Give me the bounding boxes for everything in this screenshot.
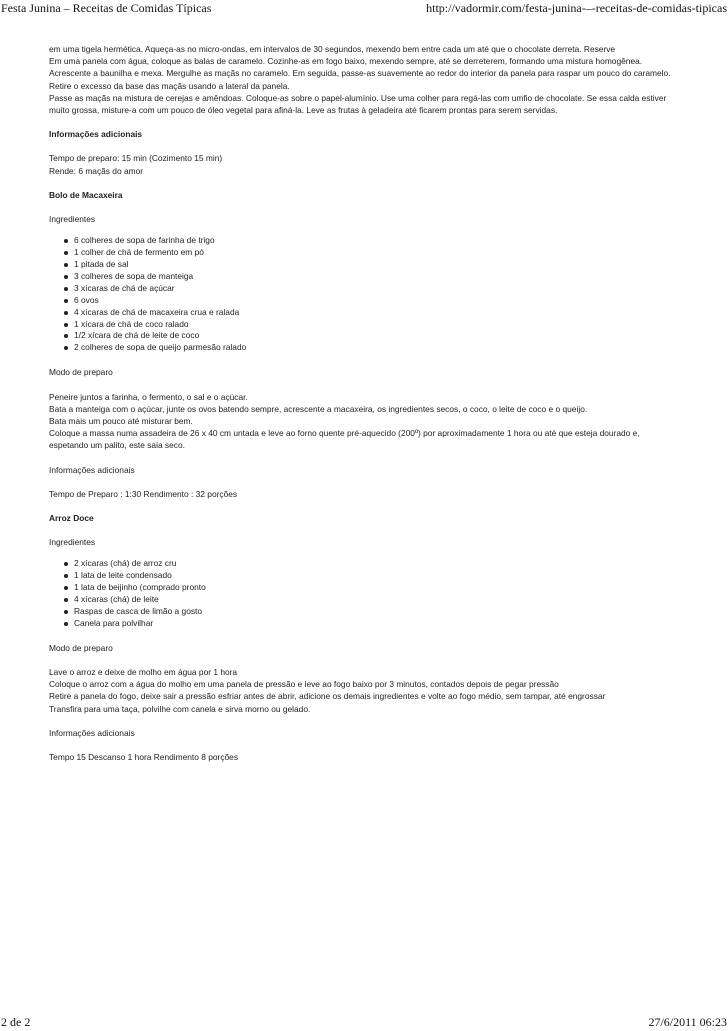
text-line: Em uma panela com água, coloque as balas de caramelo. Cozinhe-as em fogo baixo, mexendo sempre, até se derreterem, formando uma mistura homogênea. bbox=[49, 56, 643, 67]
arroz-ingredients-list bbox=[49, 558, 689, 629]
text-line: Peneire juntos a farinha, o fermento, o sal e o açúcar. bbox=[49, 391, 248, 402]
bolo-info-text: Tempo de Preparo : 1:30 Rendimento : 32 porções bbox=[49, 488, 238, 499]
list-item: 2 xícaras (chá) de arroz cru bbox=[74, 558, 689, 570]
text-line: Bata mais um pouco até misturar bem. bbox=[49, 415, 193, 426]
text-line: Coloque a massa numa assadeira de 26 x 40 cm untada e leve ao forno quente pré-aquecido (200º) por aproximadamente 1 hora ou até que esteja dourado e, bbox=[49, 428, 640, 439]
list-item: 1 pitada de sal bbox=[74, 259, 689, 271]
list-item: 1/2 xícara de chá de leite de coco bbox=[74, 330, 689, 342]
list-item: 1 xícara de chá de coco ralado bbox=[74, 319, 689, 331]
text-line: Bata a manteiga com o açúcar, junte os ovos batendo sempre, acrescente a macaxeira, os ingredientes secos, o coco, o leite de coco e o queijo. bbox=[49, 403, 588, 414]
list-item: 2 colheres de sopa de queijo parmesão ralado bbox=[74, 342, 689, 354]
list-item: 1 lata de leite condensado bbox=[74, 570, 689, 582]
apple-info-heading: Informações adicionais bbox=[49, 129, 143, 140]
list-item: 1 colher de chá de fermento em pó bbox=[74, 247, 689, 259]
list-item: 6 ovos bbox=[74, 295, 689, 307]
text-line: Retire o excesso da base das maçãs usando a lateral da panela. bbox=[49, 80, 290, 91]
bolo-ingredients-label: Ingredientes bbox=[49, 214, 96, 225]
text-line: Acrescente a baunilha e mexa. Mergulhe as maçãs no caramelo. Em seguida, passe-as suavemente ao redor do interior da panela para raspar um pouco do caramelo. bbox=[49, 68, 671, 79]
text-line: muito grossa, misture-a com um pouco de óleo vegetal para afiná-la. Leve as frutas à geladeira até ficarem prontas para serem servidas. bbox=[49, 105, 558, 116]
bolo-method-label: Modo de preparo bbox=[49, 367, 113, 378]
list-item: Canela para polvilhar bbox=[74, 618, 689, 630]
arroz-ingredients-label: Ingredientes bbox=[49, 537, 96, 548]
text-line: Transfira para uma taça, polvilhe com canela e sirva morno ou gelado. bbox=[49, 703, 311, 714]
print-header bbox=[0, 0, 728, 16]
list-item: 6 colheres de sopa de farinha de trigo bbox=[74, 235, 689, 247]
text-line: Retire a panela do fogo, deixe sair a pressão esfriar antes de abrir, adicione os demais ingredientes e volte ao fogo médio, sem tampar, até engrossar bbox=[49, 691, 606, 702]
list-item: 4 xícaras (chá) de leite bbox=[74, 594, 689, 606]
text-line: em uma tigela hermética. Aqueça-as no micro-ondas, em intervalos de 30 segundos, mexendo bem entre cada um até que o chocolate derreta. Reserve bbox=[49, 44, 616, 54]
apple-method bbox=[49, 43, 689, 116]
bolo-info-label: Informações adicionais bbox=[49, 464, 135, 475]
text-line: espetando um palito, este saia seco. bbox=[49, 440, 185, 451]
list-item: 3 colheres de sopa de manteiga bbox=[74, 271, 689, 283]
print-page-title: Festa Junina – Receitas de Comidas Típicas bbox=[1, 1, 212, 15]
print-date: 27/6/2011 06:23 bbox=[648, 1015, 727, 1029]
arroz-method bbox=[49, 666, 689, 715]
arroz-info-text: Tempo 15 Descanso 1 hora Rendimento 8 porções bbox=[49, 751, 239, 762]
apple-yield: Rende: 6 maçãs do amor bbox=[49, 165, 144, 176]
bolo-title: Bolo de Macaxeira bbox=[49, 189, 123, 200]
apple-prep-time: Tempo de preparo: 15 min (Cozimento 15 min) bbox=[49, 153, 223, 164]
text-line: Lave o arroz e deixe de molho em água por 1 hora bbox=[49, 666, 238, 677]
article-content bbox=[49, 43, 689, 763]
print-page-url: http://vadormir.com/festa-junina-–-receitas-de-comidas-tipicas bbox=[426, 1, 727, 15]
arroz-method-label: Modo de preparo bbox=[49, 642, 113, 653]
text-line: Passe as maçãs na mistura de cerejas e amêndoas. Coloque-as sobre o papel-alumínio. Use uma colher para regá-las com umfio de chocolate. Se essa calda estiver bbox=[49, 92, 667, 103]
list-item: 1 lata de beijinho (comprado pronto bbox=[74, 582, 689, 594]
bolo-method bbox=[49, 391, 689, 452]
arroz-info-label: Informações adicionais bbox=[49, 727, 135, 738]
print-footer bbox=[0, 1014, 728, 1030]
page-count: 2 de 2 bbox=[1, 1015, 31, 1029]
list-item: 3 xícaras de chá de açúcar bbox=[74, 283, 689, 295]
list-item: 4 xícaras de chá de macaxeira crua e ralada bbox=[74, 307, 689, 319]
bolo-ingredients-list bbox=[49, 235, 689, 354]
text-line: Coloque o arroz com a água do molho em uma panela de pressão e leve ao fogo baixo por 3 minutos, contados depois de pegar pressão bbox=[49, 679, 559, 690]
list-item: Raspas de casca de limão a gosto bbox=[74, 606, 689, 618]
arroz-title: Arroz Doce bbox=[49, 512, 94, 523]
